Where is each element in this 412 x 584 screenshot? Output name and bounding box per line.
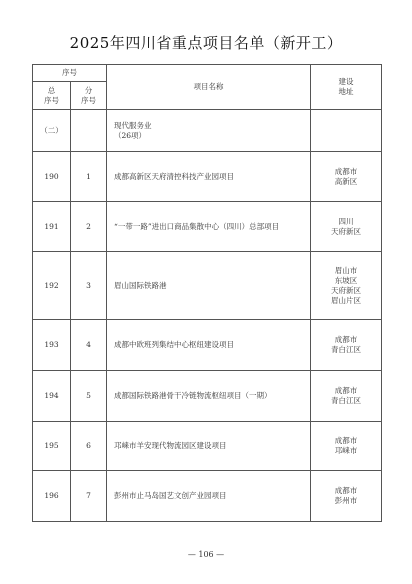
- project-name: 成都国际铁路港骨干冷链物流枢纽项目（一期）: [107, 371, 311, 422]
- table-row: [33, 422, 382, 471]
- page-number: — 106 —: [187, 550, 225, 559]
- sub-seq-header: 分 序号: [71, 82, 107, 110]
- sub-seq: 2: [71, 202, 107, 252]
- total-seq: 190: [33, 152, 71, 202]
- table-row: [33, 471, 382, 522]
- total-seq: 193: [33, 320, 71, 371]
- table-row: [33, 371, 382, 422]
- project-table: [32, 64, 382, 522]
- site: 四川 天府新区: [311, 202, 382, 252]
- header-row: [33, 65, 382, 82]
- sub-seq: 6: [71, 422, 107, 471]
- sub-seq: 3: [71, 252, 107, 320]
- section-row: [33, 110, 382, 152]
- site-header: 建设 地址: [311, 65, 382, 110]
- site: 成都市 青白江区: [311, 320, 382, 371]
- seq-header: 序号: [33, 65, 107, 82]
- project-name: 邛崃市羊安现代物流园区建设项目: [107, 422, 311, 471]
- project-name-header: 项目名称: [107, 65, 311, 110]
- table-row: [33, 152, 382, 202]
- project-name: 彭州市止马岛国艺文创产业园项目: [107, 471, 311, 522]
- total-seq: 191: [33, 202, 71, 252]
- section-name: 现代服务业 （26项）: [107, 110, 311, 152]
- project-name: “一带一路”进出口商品集散中心（四川）总部项目: [107, 202, 311, 252]
- table-row: [33, 320, 382, 371]
- page-title: 2025年四川省重点项目名单（新开工）: [69, 34, 343, 52]
- section-number: （二）: [33, 110, 71, 152]
- sub-seq: 1: [71, 152, 107, 202]
- total-seq-header: 总 序号: [33, 82, 71, 110]
- sub-seq: 4: [71, 320, 107, 371]
- site: 成都市 邛崃市: [311, 422, 382, 471]
- total-seq: 196: [33, 471, 71, 522]
- total-seq: 194: [33, 371, 71, 422]
- sub-seq: 5: [71, 371, 107, 422]
- site: 成都市 高新区: [311, 152, 382, 202]
- site: 成都市 青白江区: [311, 371, 382, 422]
- table-row: [33, 252, 382, 320]
- project-name: 眉山国际铁路港: [107, 252, 311, 320]
- project-name: 成都中欧班列集结中心枢纽建设项目: [107, 320, 311, 371]
- sub-seq: 7: [71, 471, 107, 522]
- project-name: 成都高新区天府清控科技产业园项目: [107, 152, 311, 202]
- site: 眉山市 东坡区 天府新区 眉山片区: [311, 252, 382, 320]
- table-row: [33, 202, 382, 252]
- total-seq: 192: [33, 252, 71, 320]
- site: 成都市 彭州市: [311, 471, 382, 522]
- total-seq: 195: [33, 422, 71, 471]
